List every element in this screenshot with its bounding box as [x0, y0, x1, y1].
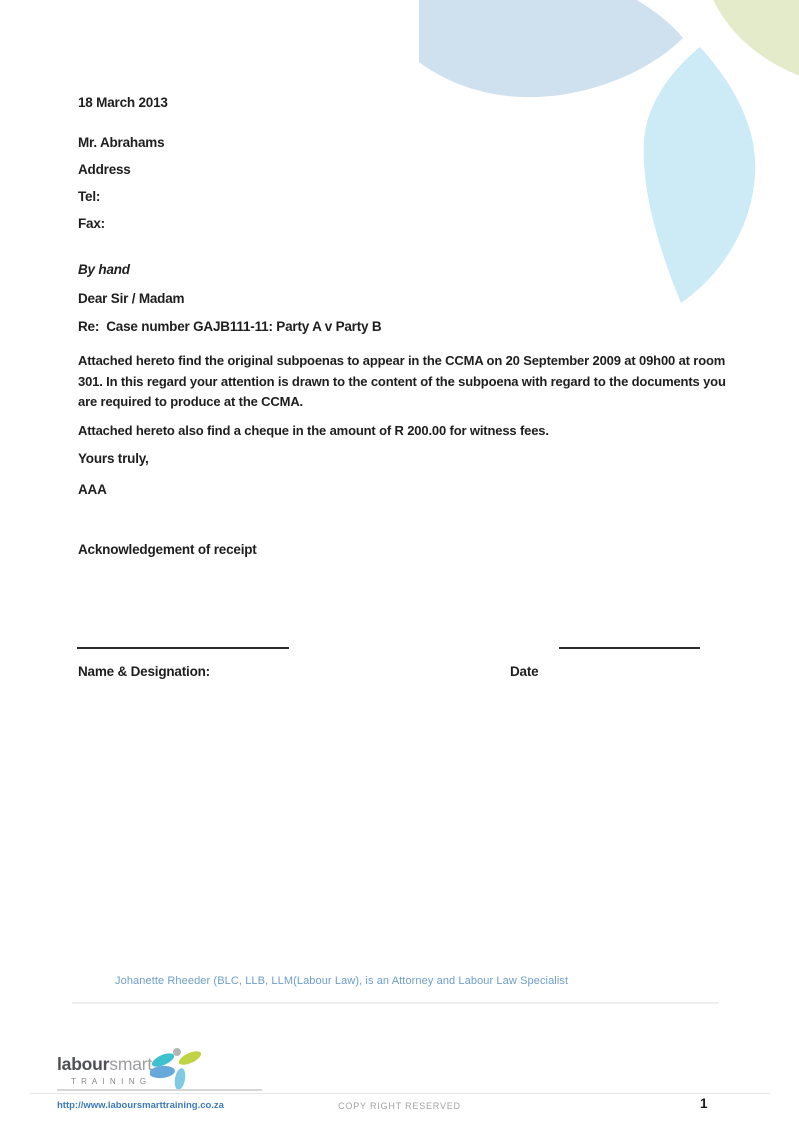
signature-line-name [77, 647, 289, 649]
flower-head-dot [173, 1048, 181, 1056]
footer-divider [30, 1093, 770, 1094]
laboursmart-logo [57, 1054, 152, 1075]
closing-line: Yours truly, [78, 451, 149, 466]
decorative-petal-blue [419, 0, 683, 97]
signatory-name: AAA [78, 482, 107, 497]
decorative-petal-cyan [644, 47, 756, 303]
flower-petal-blue [150, 1065, 176, 1080]
date-label: Date [510, 664, 539, 679]
recipient-tel-label: Tel: [78, 189, 101, 204]
page-number: 1 [700, 1096, 708, 1111]
decorative-petal-green [708, 0, 799, 80]
body-paragraph-1: Attached hereto find the original subpoenas to appear in the CCMA on 20 September 2009 at 09h00 at room 301. In this regard your attention is drawn to the content of the subpoena with regard to the documents you are required to produce at the CCMA. [78, 353, 726, 409]
copyright-text: COPY RIGHT RESERVED [338, 1101, 461, 1111]
subject-line: Re: Case number GAJB111-11: Party A v Party B [78, 319, 382, 334]
logo-tagline: T R A I N I N G [71, 1077, 148, 1086]
recipient-address: Address [78, 162, 131, 177]
recipient-name: Mr. Abrahams [78, 135, 165, 150]
salutation: Dear Sir / Madam [78, 291, 185, 306]
body-paragraph-2: Attached hereto also find a cheque in the amount of R 200.00 for witness fees. [78, 423, 549, 438]
flower-petal-lightblue [173, 1067, 187, 1090]
note-divider [72, 1002, 719, 1004]
signature-line-date [559, 647, 700, 649]
logo-word-labour: labour [57, 1054, 110, 1074]
attorney-note: Johanette Rheeder (BLC, LLB, LLM(Labour Law), is an Attorney and Labour Law Specialist [115, 975, 569, 987]
petal-decoration-icon [419, 0, 799, 310]
acknowledgement-heading: Acknowledgement of receipt [78, 542, 257, 557]
delivery-method: By hand [78, 262, 130, 277]
logo-word-smart: smart [109, 1054, 153, 1074]
logo-underline [57, 1089, 262, 1091]
recipient-fax-label: Fax: [78, 216, 105, 231]
letter-date: 18 March 2013 [78, 95, 168, 110]
footer-url-link[interactable]: http://www.laboursmarttraining.co.za [57, 1100, 224, 1111]
name-designation-label: Name & Designation: [78, 664, 210, 679]
laboursmart-flower-icon [150, 1046, 204, 1094]
